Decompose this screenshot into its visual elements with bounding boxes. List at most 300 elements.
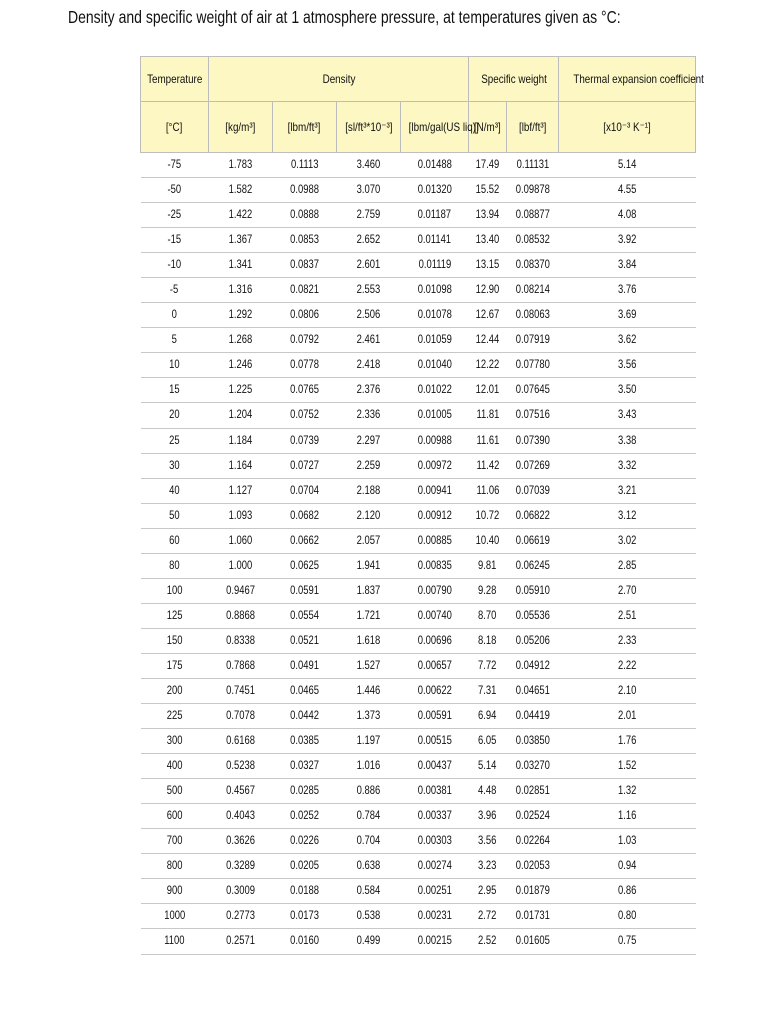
cell-density-kg-m3: 0.9467 (209, 578, 273, 603)
cell-density-lbm-gal: 0.01059 (401, 328, 469, 353)
cell-density-kg-m3: 0.5238 (209, 754, 273, 779)
cell-density-kg-m3: 1.204 (209, 403, 273, 428)
cell-thermal-expansion: 3.92 (559, 228, 696, 253)
cell-density-sl-ft3: 0.886 (337, 779, 401, 804)
cell-specific-weight-n-m3: 6.94 (469, 704, 507, 729)
cell-density-lbm-gal: 0.00972 (401, 453, 469, 478)
cell-density-kg-m3: 1.225 (209, 378, 273, 403)
cell-density-lbm-ft3: 0.0625 (273, 553, 337, 578)
cell-specific-weight-lbf-ft3: 0.07516 (507, 403, 559, 428)
cell-temp-c: 0 (141, 303, 209, 328)
cell-specific-weight-lbf-ft3: 0.02851 (507, 779, 559, 804)
cell-specific-weight-n-m3: 12.90 (469, 278, 507, 303)
cell-specific-weight-n-m3: 12.22 (469, 353, 507, 378)
table-row (141, 578, 696, 603)
cell-density-lbm-ft3: 0.0591 (273, 578, 337, 603)
cell-thermal-expansion: 1.52 (559, 754, 696, 779)
table-row (141, 253, 696, 278)
cell-specific-weight-n-m3: 5.14 (469, 754, 507, 779)
cell-density-lbm-gal: 0.00515 (401, 729, 469, 754)
table-row (141, 729, 696, 754)
cell-specific-weight-lbf-ft3: 0.01879 (507, 879, 559, 904)
cell-density-lbm-ft3: 0.0888 (273, 203, 337, 228)
cell-density-lbm-ft3: 0.0806 (273, 303, 337, 328)
cell-specific-weight-lbf-ft3: 0.06619 (507, 528, 559, 553)
cell-specific-weight-lbf-ft3: 0.05536 (507, 603, 559, 628)
cell-temp-c: 60 (141, 528, 209, 553)
cell-density-kg-m3: 0.8868 (209, 603, 273, 628)
cell-density-sl-ft3: 1.618 (337, 628, 401, 653)
cell-density-kg-m3: 0.7451 (209, 678, 273, 703)
cell-density-kg-m3: 0.7868 (209, 653, 273, 678)
cell-density-kg-m3: 1.246 (209, 353, 273, 378)
cell-specific-weight-lbf-ft3: 0.08370 (507, 253, 559, 278)
cell-density-sl-ft3: 1.373 (337, 704, 401, 729)
table-row (141, 829, 696, 854)
cell-specific-weight-n-m3: 8.70 (469, 603, 507, 628)
cell-density-lbm-gal: 0.01141 (401, 228, 469, 253)
cell-density-lbm-gal: 0.00274 (401, 854, 469, 879)
cell-density-lbm-ft3: 0.0662 (273, 528, 337, 553)
cell-specific-weight-n-m3: 13.94 (469, 203, 507, 228)
cell-density-lbm-ft3: 0.0160 (273, 929, 337, 954)
cell-temp-c: 800 (141, 854, 209, 879)
cell-temp-c: -75 (141, 153, 209, 178)
cell-density-lbm-gal: 0.00337 (401, 804, 469, 829)
cell-density-kg-m3: 0.7078 (209, 704, 273, 729)
unit-temp-c: [°C] (141, 102, 209, 153)
cell-density-lbm-ft3: 0.0465 (273, 678, 337, 703)
unit-kg-m3: [kg/m³] (209, 102, 273, 153)
cell-density-lbm-gal: 0.00912 (401, 503, 469, 528)
cell-density-kg-m3: 1.422 (209, 203, 273, 228)
cell-temp-c: -5 (141, 278, 209, 303)
table-row (141, 779, 696, 804)
cell-density-kg-m3: 1.164 (209, 453, 273, 478)
cell-density-kg-m3: 0.3289 (209, 854, 273, 879)
cell-thermal-expansion: 3.38 (559, 428, 696, 453)
cell-temp-c: 10 (141, 353, 209, 378)
cell-specific-weight-lbf-ft3: 0.05910 (507, 578, 559, 603)
cell-temp-c: 175 (141, 653, 209, 678)
cell-specific-weight-lbf-ft3: 0.02264 (507, 829, 559, 854)
table-row (141, 879, 696, 904)
cell-specific-weight-lbf-ft3: 0.07039 (507, 478, 559, 503)
cell-temp-c: 150 (141, 628, 209, 653)
cell-specific-weight-n-m3: 12.01 (469, 378, 507, 403)
cell-specific-weight-lbf-ft3: 0.02053 (507, 854, 559, 879)
cell-density-lbm-gal: 0.00303 (401, 829, 469, 854)
cell-density-lbm-ft3: 0.0792 (273, 328, 337, 353)
cell-thermal-expansion: 0.80 (559, 904, 696, 929)
cell-density-lbm-ft3: 0.0988 (273, 178, 337, 203)
cell-specific-weight-n-m3: 3.56 (469, 829, 507, 854)
cell-density-kg-m3: 0.6168 (209, 729, 273, 754)
cell-density-kg-m3: 1.341 (209, 253, 273, 278)
cell-thermal-expansion: 3.43 (559, 403, 696, 428)
cell-density-lbm-ft3: 0.0385 (273, 729, 337, 754)
table-row (141, 678, 696, 703)
cell-density-lbm-ft3: 0.0704 (273, 478, 337, 503)
cell-density-lbm-gal: 0.01098 (401, 278, 469, 303)
cell-density-sl-ft3: 2.461 (337, 328, 401, 353)
cell-density-lbm-gal: 0.01078 (401, 303, 469, 328)
cell-specific-weight-n-m3: 11.61 (469, 428, 507, 453)
cell-specific-weight-n-m3: 7.72 (469, 653, 507, 678)
cell-density-lbm-gal: 0.00657 (401, 653, 469, 678)
cell-specific-weight-n-m3: 10.72 (469, 503, 507, 528)
cell-density-sl-ft3: 1.016 (337, 754, 401, 779)
cell-specific-weight-n-m3: 11.81 (469, 403, 507, 428)
table-row (141, 754, 696, 779)
cell-thermal-expansion: 2.01 (559, 704, 696, 729)
cell-density-kg-m3: 1.060 (209, 528, 273, 553)
table-row (141, 353, 696, 378)
cell-specific-weight-n-m3: 17.49 (469, 153, 507, 178)
cell-thermal-expansion: 3.32 (559, 453, 696, 478)
cell-density-lbm-ft3: 0.0327 (273, 754, 337, 779)
cell-specific-weight-n-m3: 11.42 (469, 453, 507, 478)
cell-density-lbm-ft3: 0.0554 (273, 603, 337, 628)
cell-density-lbm-gal: 0.00835 (401, 553, 469, 578)
cell-density-kg-m3: 0.3009 (209, 879, 273, 904)
cell-thermal-expansion: 3.50 (559, 378, 696, 403)
cell-density-sl-ft3: 0.638 (337, 854, 401, 879)
cell-specific-weight-lbf-ft3: 0.08214 (507, 278, 559, 303)
cell-specific-weight-n-m3: 2.52 (469, 929, 507, 954)
table-row (141, 453, 696, 478)
cell-temp-c: -10 (141, 253, 209, 278)
table-row (141, 553, 696, 578)
cell-density-kg-m3: 0.3626 (209, 829, 273, 854)
cell-density-sl-ft3: 0.499 (337, 929, 401, 954)
table-row (141, 904, 696, 929)
cell-thermal-expansion: 3.56 (559, 353, 696, 378)
cell-specific-weight-lbf-ft3: 0.08063 (507, 303, 559, 328)
cell-density-lbm-ft3: 0.0821 (273, 278, 337, 303)
cell-density-sl-ft3: 1.941 (337, 553, 401, 578)
cell-specific-weight-n-m3: 13.40 (469, 228, 507, 253)
cell-density-lbm-gal: 0.00988 (401, 428, 469, 453)
cell-temp-c: 500 (141, 779, 209, 804)
cell-density-lbm-gal: 0.00696 (401, 628, 469, 653)
cell-density-sl-ft3: 2.259 (337, 453, 401, 478)
cell-density-kg-m3: 0.8338 (209, 628, 273, 653)
cell-specific-weight-n-m3: 10.40 (469, 528, 507, 553)
header-specific-weight: Specific weight (469, 57, 559, 102)
cell-thermal-expansion: 4.55 (559, 178, 696, 203)
table-row (141, 303, 696, 328)
cell-density-kg-m3: 1.292 (209, 303, 273, 328)
cell-specific-weight-lbf-ft3: 0.08532 (507, 228, 559, 253)
unit-lbm-ft3: [lbm/ft³] (273, 102, 337, 153)
cell-density-lbm-ft3: 0.0205 (273, 854, 337, 879)
cell-temp-c: 5 (141, 328, 209, 353)
table-row (141, 378, 696, 403)
cell-temp-c: 600 (141, 804, 209, 829)
cell-density-lbm-ft3: 0.0682 (273, 503, 337, 528)
cell-specific-weight-lbf-ft3: 0.07780 (507, 353, 559, 378)
table-row (141, 403, 696, 428)
cell-density-sl-ft3: 2.506 (337, 303, 401, 328)
table-row (141, 428, 696, 453)
cell-thermal-expansion: 3.76 (559, 278, 696, 303)
table-row (141, 704, 696, 729)
cell-density-lbm-ft3: 0.0778 (273, 353, 337, 378)
cell-density-lbm-gal: 0.01320 (401, 178, 469, 203)
cell-thermal-expansion: 1.16 (559, 804, 696, 829)
cell-density-sl-ft3: 2.601 (337, 253, 401, 278)
table-row (141, 528, 696, 553)
cell-density-lbm-ft3: 0.0752 (273, 403, 337, 428)
cell-density-sl-ft3: 3.070 (337, 178, 401, 203)
cell-temp-c: 40 (141, 478, 209, 503)
cell-temp-c: 225 (141, 704, 209, 729)
cell-temp-c: 1000 (141, 904, 209, 929)
table-row (141, 328, 696, 353)
unit-sl-ft3: [sl/ft³*10⁻³] (337, 102, 401, 153)
cell-density-lbm-gal: 0.00740 (401, 603, 469, 628)
cell-thermal-expansion: 0.75 (559, 929, 696, 954)
cell-density-sl-ft3: 2.297 (337, 428, 401, 453)
cell-thermal-expansion: 1.76 (559, 729, 696, 754)
table-row (141, 929, 696, 954)
cell-density-kg-m3: 0.4567 (209, 779, 273, 804)
table-row (141, 228, 696, 253)
table-row (141, 854, 696, 879)
cell-specific-weight-n-m3: 2.95 (469, 879, 507, 904)
table-row (141, 178, 696, 203)
cell-thermal-expansion: 3.12 (559, 503, 696, 528)
cell-specific-weight-lbf-ft3: 0.03270 (507, 754, 559, 779)
unit-expansion: [x10⁻³ K⁻¹] (559, 102, 696, 153)
cell-specific-weight-n-m3: 9.28 (469, 578, 507, 603)
cell-density-lbm-gal: 0.01022 (401, 378, 469, 403)
cell-thermal-expansion: 3.21 (559, 478, 696, 503)
cell-density-kg-m3: 1.268 (209, 328, 273, 353)
table-row (141, 478, 696, 503)
table-row (141, 278, 696, 303)
cell-density-lbm-gal: 0.01187 (401, 203, 469, 228)
header-temperature: Temperature (141, 57, 209, 102)
cell-density-sl-ft3: 2.418 (337, 353, 401, 378)
cell-specific-weight-n-m3: 4.48 (469, 779, 507, 804)
cell-thermal-expansion: 2.10 (559, 678, 696, 703)
page-title: Density and specific weight of air at 1 atmosphere pressure, at temperatures given as °C: (68, 7, 621, 27)
cell-density-lbm-gal: 0.00885 (401, 528, 469, 553)
cell-specific-weight-n-m3: 12.44 (469, 328, 507, 353)
header-thermal-expansion: Thermal expansion coefficient (559, 57, 696, 102)
cell-density-lbm-gal: 0.00437 (401, 754, 469, 779)
cell-density-lbm-ft3: 0.0853 (273, 228, 337, 253)
cell-specific-weight-n-m3: 15.52 (469, 178, 507, 203)
cell-density-kg-m3: 1.582 (209, 178, 273, 203)
cell-density-lbm-gal: 0.01005 (401, 403, 469, 428)
table-row (141, 653, 696, 678)
cell-specific-weight-lbf-ft3: 0.06245 (507, 553, 559, 578)
cell-temp-c: 50 (141, 503, 209, 528)
cell-density-sl-ft3: 1.837 (337, 578, 401, 603)
cell-temp-c: 100 (141, 578, 209, 603)
cell-density-lbm-ft3: 0.0739 (273, 428, 337, 453)
cell-density-lbm-ft3: 0.0188 (273, 879, 337, 904)
cell-thermal-expansion: 1.32 (559, 779, 696, 804)
cell-specific-weight-lbf-ft3: 0.02524 (507, 804, 559, 829)
cell-density-lbm-ft3: 0.0285 (273, 779, 337, 804)
cell-density-sl-ft3: 0.704 (337, 829, 401, 854)
cell-density-sl-ft3: 0.538 (337, 904, 401, 929)
cell-specific-weight-n-m3: 6.05 (469, 729, 507, 754)
cell-specific-weight-n-m3: 2.72 (469, 904, 507, 929)
cell-density-sl-ft3: 2.188 (337, 478, 401, 503)
air-properties-table (140, 56, 704, 955)
cell-density-sl-ft3: 2.120 (337, 503, 401, 528)
cell-specific-weight-lbf-ft3: 0.09878 (507, 178, 559, 203)
cell-density-lbm-gal: 0.00231 (401, 904, 469, 929)
cell-specific-weight-lbf-ft3: 0.01605 (507, 929, 559, 954)
cell-density-lbm-ft3: 0.0442 (273, 704, 337, 729)
cell-temp-c: 25 (141, 428, 209, 453)
cell-density-lbm-ft3: 0.0727 (273, 453, 337, 478)
cell-density-lbm-gal: 0.01040 (401, 353, 469, 378)
cell-specific-weight-lbf-ft3: 0.08877 (507, 203, 559, 228)
cell-density-lbm-gal: 0.00251 (401, 879, 469, 904)
cell-density-lbm-ft3: 0.0521 (273, 628, 337, 653)
table-row (141, 603, 696, 628)
cell-density-sl-ft3: 2.336 (337, 403, 401, 428)
cell-temp-c: 700 (141, 829, 209, 854)
cell-density-sl-ft3: 3.460 (337, 153, 401, 178)
cell-temp-c: 30 (141, 453, 209, 478)
cell-density-kg-m3: 1.000 (209, 553, 273, 578)
cell-thermal-expansion: 0.86 (559, 879, 696, 904)
cell-thermal-expansion: 2.70 (559, 578, 696, 603)
cell-density-lbm-gal: 0.00591 (401, 704, 469, 729)
cell-temp-c: 20 (141, 403, 209, 428)
cell-density-sl-ft3: 2.057 (337, 528, 401, 553)
cell-thermal-expansion: 2.22 (559, 653, 696, 678)
cell-thermal-expansion: 4.08 (559, 203, 696, 228)
cell-specific-weight-lbf-ft3: 0.04651 (507, 678, 559, 703)
cell-density-kg-m3: 1.316 (209, 278, 273, 303)
cell-density-sl-ft3: 1.721 (337, 603, 401, 628)
cell-density-kg-m3: 1.367 (209, 228, 273, 253)
cell-specific-weight-lbf-ft3: 0.01731 (507, 904, 559, 929)
cell-density-kg-m3: 0.4043 (209, 804, 273, 829)
cell-specific-weight-n-m3: 7.31 (469, 678, 507, 703)
table-row (141, 203, 696, 228)
cell-density-lbm-ft3: 0.0837 (273, 253, 337, 278)
cell-thermal-expansion: 3.62 (559, 328, 696, 353)
cell-thermal-expansion: 3.02 (559, 528, 696, 553)
cell-density-kg-m3: 0.2773 (209, 904, 273, 929)
unit-lbf-ft3: [lbf/ft³] (507, 102, 559, 153)
cell-specific-weight-lbf-ft3: 0.11131 (507, 153, 559, 178)
cell-temp-c: 300 (141, 729, 209, 754)
cell-density-lbm-ft3: 0.0765 (273, 378, 337, 403)
cell-density-sl-ft3: 0.784 (337, 804, 401, 829)
cell-density-lbm-gal: 0.00381 (401, 779, 469, 804)
cell-specific-weight-lbf-ft3: 0.03850 (507, 729, 559, 754)
cell-density-lbm-gal: 0.00941 (401, 478, 469, 503)
cell-specific-weight-lbf-ft3: 0.07919 (507, 328, 559, 353)
cell-density-sl-ft3: 1.446 (337, 678, 401, 703)
cell-specific-weight-lbf-ft3: 0.05206 (507, 628, 559, 653)
table-body (141, 153, 696, 955)
cell-density-lbm-ft3: 0.0173 (273, 904, 337, 929)
cell-density-kg-m3: 1.127 (209, 478, 273, 503)
cell-temp-c: -15 (141, 228, 209, 253)
cell-thermal-expansion: 3.69 (559, 303, 696, 328)
cell-density-sl-ft3: 2.759 (337, 203, 401, 228)
cell-density-lbm-ft3: 0.0226 (273, 829, 337, 854)
cell-specific-weight-lbf-ft3: 0.07269 (507, 453, 559, 478)
cell-temp-c: -25 (141, 203, 209, 228)
cell-specific-weight-lbf-ft3: 0.04912 (507, 653, 559, 678)
cell-specific-weight-lbf-ft3: 0.06822 (507, 503, 559, 528)
cell-density-lbm-gal: 0.01119 (401, 253, 469, 278)
cell-density-sl-ft3: 2.376 (337, 378, 401, 403)
cell-density-sl-ft3: 1.197 (337, 729, 401, 754)
cell-density-lbm-gal: 0.00622 (401, 678, 469, 703)
cell-density-lbm-ft3: 0.1113 (273, 153, 337, 178)
cell-density-sl-ft3: 2.652 (337, 228, 401, 253)
cell-density-sl-ft3: 1.527 (337, 653, 401, 678)
cell-temp-c: 125 (141, 603, 209, 628)
cell-specific-weight-n-m3: 11.06 (469, 478, 507, 503)
cell-density-kg-m3: 1.184 (209, 428, 273, 453)
cell-specific-weight-lbf-ft3: 0.07645 (507, 378, 559, 403)
cell-density-kg-m3: 1.093 (209, 503, 273, 528)
cell-density-sl-ft3: 0.584 (337, 879, 401, 904)
cell-temp-c: 200 (141, 678, 209, 703)
cell-specific-weight-n-m3: 12.67 (469, 303, 507, 328)
cell-density-lbm-ft3: 0.0252 (273, 804, 337, 829)
cell-specific-weight-n-m3: 3.96 (469, 804, 507, 829)
cell-density-kg-m3: 0.2571 (209, 929, 273, 954)
cell-density-kg-m3: 1.783 (209, 153, 273, 178)
cell-specific-weight-n-m3: 8.18 (469, 628, 507, 653)
table-row (141, 804, 696, 829)
cell-thermal-expansion: 3.84 (559, 253, 696, 278)
cell-thermal-expansion: 5.14 (559, 153, 696, 178)
table-row (141, 153, 696, 178)
table-row (141, 503, 696, 528)
cell-density-sl-ft3: 2.553 (337, 278, 401, 303)
cell-thermal-expansion: 0.94 (559, 854, 696, 879)
cell-specific-weight-n-m3: 3.23 (469, 854, 507, 879)
cell-specific-weight-n-m3: 9.81 (469, 553, 507, 578)
unit-n-m3: [N/m³] (469, 102, 507, 153)
cell-specific-weight-n-m3: 13.15 (469, 253, 507, 278)
cell-thermal-expansion: 2.85 (559, 553, 696, 578)
cell-specific-weight-lbf-ft3: 0.07390 (507, 428, 559, 453)
unit-lbm-gal: [lbm/gal(US liq)] (401, 102, 469, 153)
cell-density-lbm-gal: 0.00215 (401, 929, 469, 954)
cell-temp-c: -50 (141, 178, 209, 203)
cell-thermal-expansion: 2.33 (559, 628, 696, 653)
cell-specific-weight-lbf-ft3: 0.04419 (507, 704, 559, 729)
cell-temp-c: 15 (141, 378, 209, 403)
cell-temp-c: 900 (141, 879, 209, 904)
cell-thermal-expansion: 1.03 (559, 829, 696, 854)
cell-density-lbm-gal: 0.01488 (401, 153, 469, 178)
cell-temp-c: 400 (141, 754, 209, 779)
cell-temp-c: 80 (141, 553, 209, 578)
cell-density-lbm-gal: 0.00790 (401, 578, 469, 603)
cell-density-lbm-ft3: 0.0491 (273, 653, 337, 678)
cell-thermal-expansion: 2.51 (559, 603, 696, 628)
